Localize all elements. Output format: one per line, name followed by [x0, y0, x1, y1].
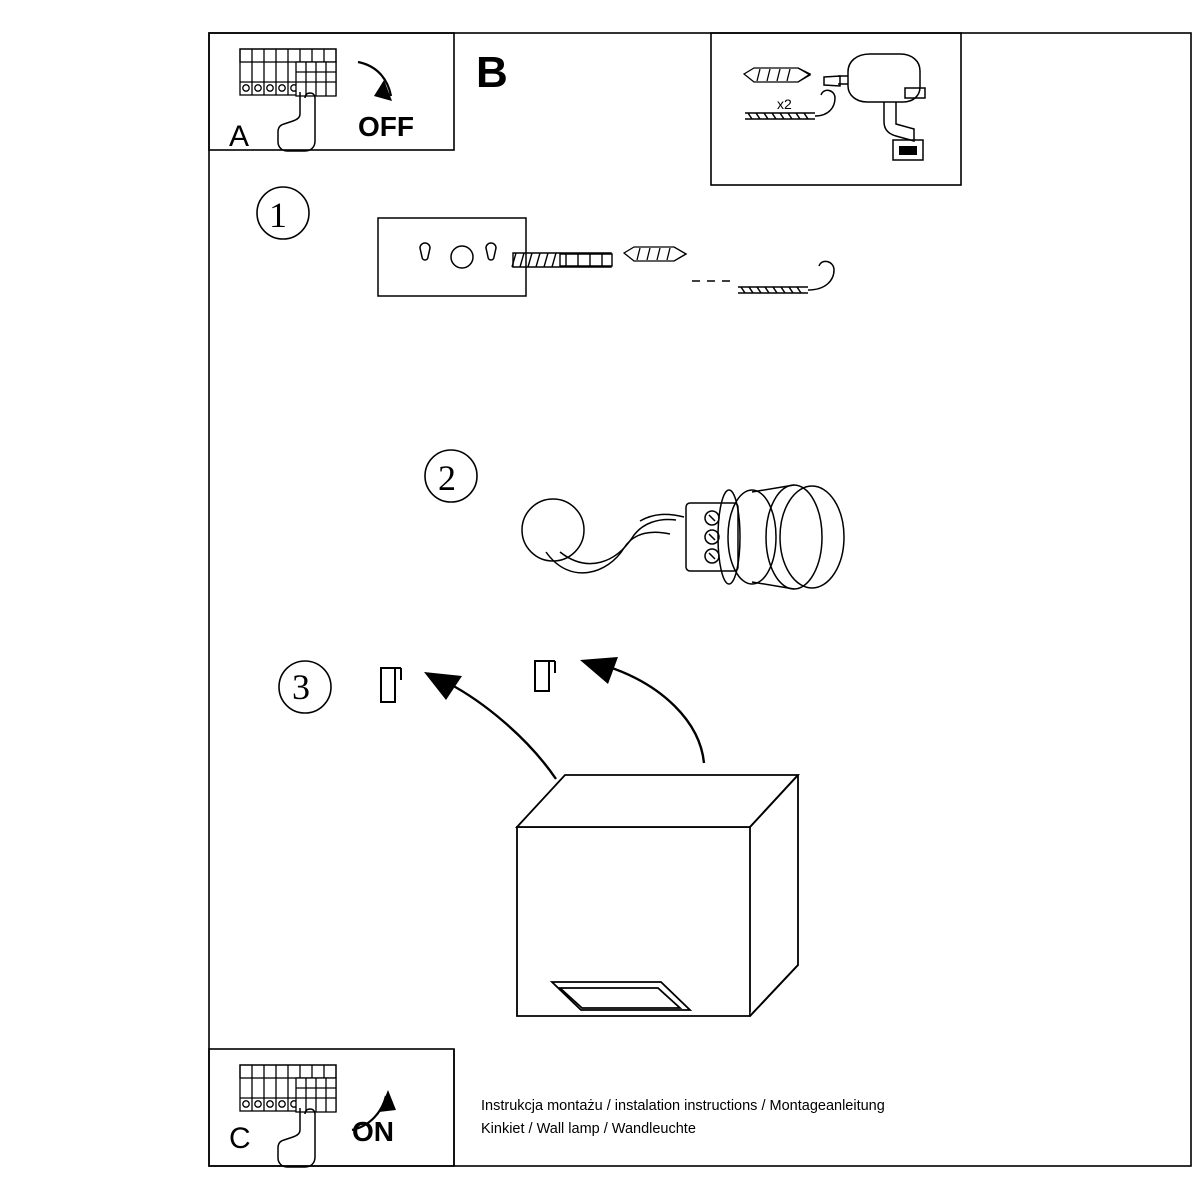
panel-c-label: C — [229, 1122, 251, 1155]
terminal-block-a — [240, 49, 336, 96]
hand-icon-a — [278, 92, 315, 151]
hook-right-icon — [535, 661, 555, 691]
wall-plug-icon — [744, 68, 810, 82]
lamp-holder-assembly — [522, 485, 844, 589]
panel-b-label: B — [476, 48, 508, 97]
drill-bit-icon — [512, 253, 612, 267]
assembly-arrow-right — [580, 657, 704, 763]
wall-plug-step1 — [624, 247, 686, 261]
wall-mounting-plate — [378, 218, 526, 296]
footer-text — [481, 1095, 885, 1141]
switch-on-label: ON — [352, 1116, 394, 1147]
hand-icon-c — [278, 1108, 315, 1167]
terminal-block-c — [240, 1065, 336, 1112]
footer-line-2: Kinkiet / Wall lamp / Wandleuchte — [481, 1121, 696, 1137]
footer-line-1: Instrukcja montażu / instalation instructions / Montageanleitung — [481, 1098, 885, 1114]
parts-box — [711, 33, 961, 185]
power-drill-icon — [824, 54, 925, 160]
step-2-number: 2 — [438, 458, 456, 498]
step-3-number: 3 — [292, 667, 310, 707]
parts-quantity-label: x2 — [777, 96, 792, 112]
arrow-off — [358, 62, 392, 101]
cube-wall-lamp — [517, 775, 798, 1016]
hook-left-icon — [381, 668, 401, 702]
panel-a-label: A — [229, 120, 250, 153]
switch-off-label: OFF — [358, 111, 414, 142]
hook-screw-step1 — [738, 261, 834, 293]
step-1-number: 1 — [269, 195, 287, 235]
